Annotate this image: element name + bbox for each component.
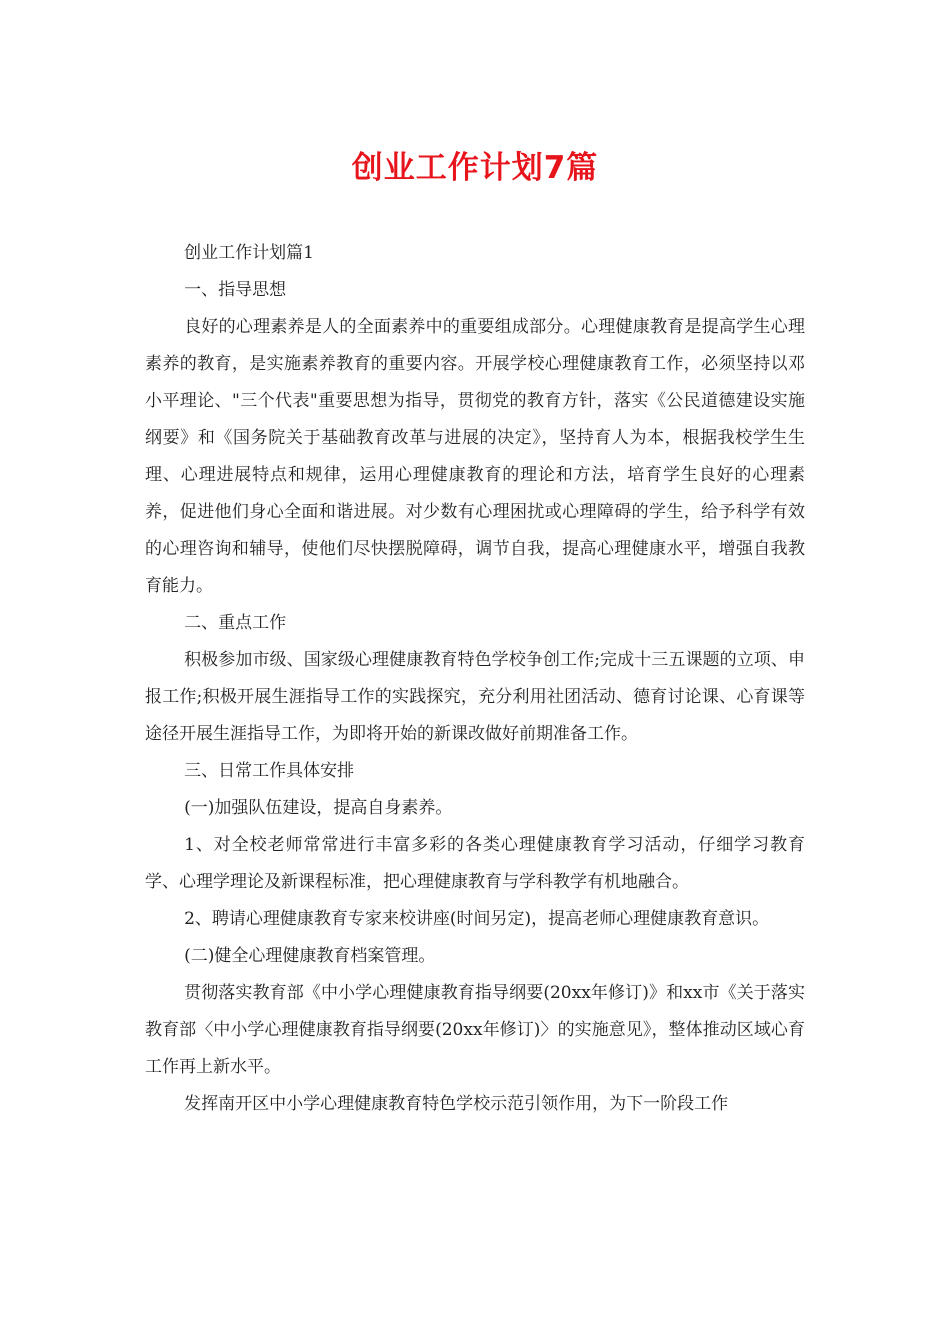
subsection-heading: 二、重点工作	[184, 613, 287, 633]
body-paragraph: 积极参加市级、国家级心理健康教育特色学校争创工作;完成十三五课题的立项、申报工作;积极开展生涯指导工作的实践探究，充分利用社团活动、德育讨论课、心育课等途径开展生涯指导工作，为即将开始的新课改做好前期准备工作。	[145, 650, 805, 744]
list-item: 2、聘请心理健康教育专家来校讲座(时间另定)，提高老师心理健康教育意识。	[184, 909, 770, 929]
body-paragraph: 贯彻落实教育部《中小学心理健康教育指导纲要(20xx年修订)》和xx市《关于落实教育部〈中小学心理健康教育指导纲要(20xx年修订)〉的实施意见》，整体推动区域心育工作再上新水平。	[145, 983, 805, 1077]
document-title: 创业工作计划7篇	[351, 150, 599, 186]
document-body	[145, 235, 805, 1123]
list-item: 1、对全校老师常常进行丰富多彩的各类心理健康教育学习活动，仔细学习教育学、心理学理论及新课程标准，把心理健康教育与学科教学有机地融合。	[145, 835, 805, 892]
body-paragraph: 发挥南开区中小学心理健康教育特色学校示范引领作用，为下一阶段工作	[184, 1094, 729, 1114]
body-paragraph: 良好的心理素养是人的全面素养中的重要组成部分。心理健康教育是提高学生心理素养的教育，是实施素养教育的重要内容。开展学校心理健康教育工作，必须坚持以邓小平理论、"三个代表"重要思想为指导，贯彻党的教育方针，落实《公民道德建设实施纲要》和《国务院关于基础教育改革与进展的决定》，坚持育人为本，根据我校学生生理、心理进展特点和规律，运用心理健康教育的理论和方法，培育学生良好的心理素养，促进他们身心全面和谐进展。对少数有心理困扰或心理障碍的学生，给予科学有效的心理咨询和辅导，使他们尽快摆脱障碍，调节自我，提高心理健康水平，增强自我教育能力。	[145, 317, 805, 596]
list-heading: (二)健全心理健康教育档案管理。	[184, 946, 436, 966]
subsection-heading: 一、指导思想	[184, 280, 287, 300]
section-heading: 创业工作计划篇1	[184, 243, 314, 263]
list-heading: (一)加强队伍建设，提高自身素养。	[184, 798, 453, 818]
subsection-heading: 三、日常工作具体安排	[184, 761, 355, 781]
